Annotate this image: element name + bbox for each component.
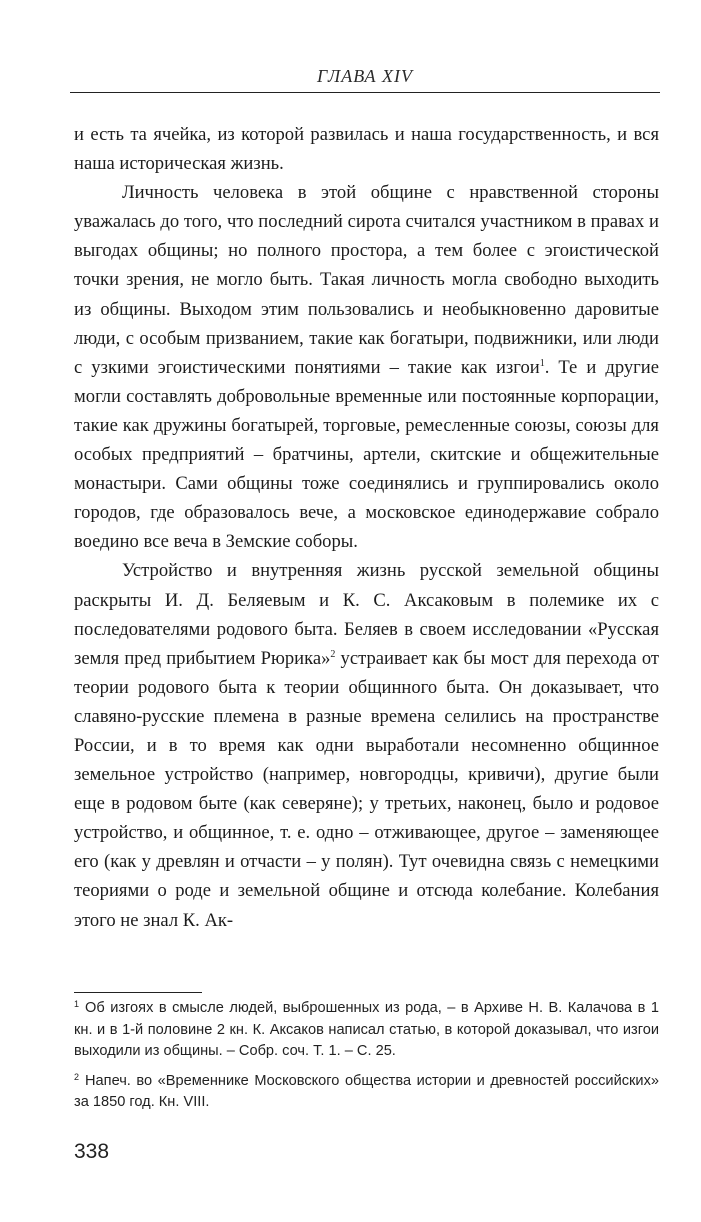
paragraph-2: [74, 178, 659, 556]
running-head-title: ГЛАВА XIV: [317, 66, 413, 86]
paragraph-1-text: и есть та ячейка, из которой развилась и наша государственность, и вся наша историческая жизнь.: [74, 124, 659, 175]
paragraph-3-text-a: Устройство и внутренняя жизнь русской земельной общины раскрыты И. Д. Беляевым и К. С. Аксаковым в полемике их с последователями родового быта. Беляев в своем исследовании «Русская земля пред прибытием Рюрика»: [74, 560, 659, 669]
paragraph-2-text-a: Личность человека в этой общине с нравственной стороны уважалась до того, что последний сирота считался участником в правах и выгодах общины; но полного простора, а тем более с эгоистической точки зрения, не могло быть. Такая личность могла свободно выходить из общины. Выходом этим пользовались и необыкновенно даровитые люди, с особым призванием, такие как богатыри, подвижники, или люди с узкими эгоистическими понятиями – такие как изгои: [74, 182, 659, 378]
footnote-2-text: Напеч. во «Временнике Московского общества истории и древностей российских» за 1850 год. Кн. VIII.: [74, 1072, 659, 1110]
paragraph-3: [74, 556, 659, 934]
header-rule: [70, 92, 660, 93]
footnote-ref-2[interactable]: 2: [330, 648, 336, 660]
footnotes: [74, 998, 659, 1122]
paragraph-3-text-b: устраивает как бы мост для перехода от теории родового быта к теории общинного быта. Он доказывает, что славяно-русские племена в разные времена селились на пространстве России, и в то время как одни выработали несомненно общинное земельное устройство (например, новгородцы, кривичи), другие были еще в родовом быте (как северяне); у третьих, наконец, было и родовое устройство, и общинное, т. е. одно – отживающее, другое – заменяющее его (как у древлян и отчасти – у полян). Тут очевидна связь с немецкими теориями о роде и земельной общине и отсюда колебание. Колебания этого не знал К. Ак-: [74, 647, 659, 931]
main-text: [74, 120, 659, 935]
footnote-1-text: Об изгоях в смысле людей, выброшенных из рода, – в Архиве Н. В. Калачова в 1 кн. и в 1-й половине 2 кн. К. Аксаков написал статью, в которой доказывал, что изгои выходили из общины. – Собр. соч. Т. 1. – С. 25.: [74, 1000, 659, 1059]
footnote-1: [74, 998, 659, 1063]
footnote-2-mark: 2: [74, 1071, 80, 1082]
footnote-2: [74, 1071, 659, 1114]
footnote-rule: [74, 992, 202, 993]
paragraph-1: [74, 120, 659, 178]
page-number: 338: [74, 1140, 110, 1163]
paragraph-2-text-b: . Те и другие могли составлять добровольные временные или постоянные корпорации, такие как дружины богатырей, торговые, ремесленные союзы, союзы для особых предприятий – братчины, артели, скитские и общежительные монастыри. Сами общины тоже соединялись и группировались около городов, где образовалось вече, а московское единодержавие собрало воедино все веча в Земские соборы.: [74, 356, 660, 553]
footnote-1-mark: 1: [74, 999, 80, 1009]
footnote-ref-1[interactable]: 1: [539, 357, 545, 369]
